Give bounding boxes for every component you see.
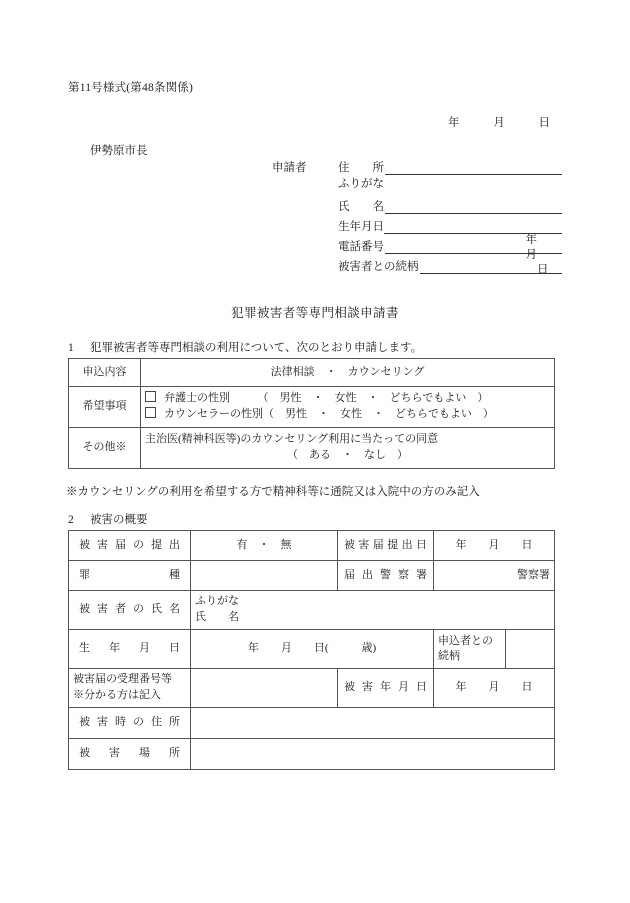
table-row <box>69 561 555 591</box>
victim-name-label: 氏 名 <box>195 611 239 623</box>
cell-address-at-time-label: 被害時の住所 <box>69 708 191 739</box>
section-2-number: 2 <box>68 514 74 526</box>
cell-preference-label: 希望事項 <box>69 387 141 428</box>
table-row <box>69 630 555 669</box>
name-label: 氏 名 <box>338 201 384 213</box>
table-row <box>69 708 555 739</box>
cell-receipt-number-label <box>69 669 191 708</box>
cell-victim-birth-value[interactable]: 年 月 日( 歳) <box>191 630 434 669</box>
cell-report-date-label: 被害届提出日 <box>338 531 434 561</box>
receipt-number-label-line2: ※分かる方は記入 <box>73 689 161 701</box>
table-row-application <box>69 359 555 387</box>
cell-preference-options <box>141 387 555 428</box>
cell-report-submitted-value[interactable]: 有 ・ 無 <box>191 531 338 561</box>
addressee: 伊勢原市長 <box>90 145 148 157</box>
cell-victim-birth-label: 生年月日 <box>69 630 191 669</box>
date-month-label: 月 <box>493 117 505 129</box>
cell-damage-place-value[interactable] <box>191 739 555 770</box>
other-consent-choice[interactable]: （ ある ・ なし ） <box>287 449 408 461</box>
cell-victim-name-value[interactable] <box>191 591 555 630</box>
victim-furigana-label: ふりがな <box>195 595 239 608</box>
table-row <box>69 669 555 708</box>
date-line <box>448 114 550 130</box>
phone-label: 電話番号 <box>338 241 384 253</box>
page-title: 犯罪被害者等専門相談申請書 <box>231 306 399 320</box>
cell-application-label: 申込内容 <box>69 359 141 387</box>
preference-option-2[interactable] <box>145 407 550 423</box>
table-row-other <box>69 428 555 469</box>
birth-label: 生年月日 <box>338 221 384 233</box>
address-label: 住 所 <box>338 162 384 174</box>
cell-damage-date-label: 被害年月日 <box>338 669 434 708</box>
cell-damage-place-label: 被害場所 <box>69 739 191 770</box>
cell-receipt-number-value[interactable] <box>191 669 338 708</box>
cell-applicant-relation-value[interactable] <box>506 630 555 669</box>
cell-report-submitted-label: 被害届の提出 <box>69 531 191 561</box>
name-input-line[interactable] <box>385 198 562 214</box>
furigana-label: ふりがな <box>338 178 384 190</box>
cell-address-at-time-value[interactable] <box>191 708 555 739</box>
section-1-number: 1 <box>68 342 74 354</box>
cell-victim-name-label: 被害者の氏名 <box>69 591 191 630</box>
table-row-preference <box>69 387 555 428</box>
applicant-address-row <box>272 155 562 175</box>
checkbox-lawyer-gender[interactable] <box>145 391 156 402</box>
applicant-tag: 申請者 <box>272 162 307 174</box>
birth-year-label: 年 <box>525 234 537 246</box>
section-1-text: 犯罪被害者等専門相談の利用について、次のとおり申請します。 <box>90 342 423 354</box>
section-1-note: ※カウンセリングの利用を希望する方で精神科等に通院又は入院中の方のみ記入 <box>66 486 480 498</box>
cell-crime-type-label: 罪種 <box>69 561 191 591</box>
section-2-text: 被害の概要 <box>90 514 148 526</box>
table-row <box>69 739 555 770</box>
cell-other-value <box>141 428 555 469</box>
preference-option-2-label: カウンセラーの性別（ 男性 ・ 女性 ・ どちらでもよい ） <box>164 408 494 420</box>
birth-input-line[interactable] <box>384 218 562 276</box>
section-1-heading <box>68 339 422 355</box>
preference-option-1-label: 弁護士の性別 （ 男性 ・ 女性 ・ どちらでもよい ） <box>164 392 489 405</box>
cell-other-label: その他※ <box>69 428 141 469</box>
relation-input-line[interactable] <box>420 258 563 274</box>
cell-police-station-value[interactable]: 警察署 <box>434 561 555 591</box>
applicant-block <box>272 155 562 274</box>
cell-applicant-relation-label: 申込者との続柄 <box>434 630 506 669</box>
form-code: 第11号様式(第48条関係) <box>68 82 194 94</box>
address-input-line[interactable] <box>385 159 562 175</box>
application-table <box>68 358 555 469</box>
table-row <box>69 591 555 630</box>
table-row <box>69 531 555 561</box>
relation-label: 被害者との続柄 <box>338 261 419 273</box>
cell-damage-date-value[interactable]: 年 月 日 <box>434 669 555 708</box>
damage-summary-table <box>68 530 555 770</box>
date-day-label: 日 <box>538 117 550 129</box>
checkbox-counselor-gender[interactable] <box>145 407 156 418</box>
birth-month-label: 月 <box>525 249 537 261</box>
receipt-number-label-line1: 被害届の受理番号等 <box>73 673 172 686</box>
applicant-name-row <box>338 194 562 214</box>
other-consent-text: 主治医(精神科医等)のカウンセリング利用に当たっての同意 <box>145 433 439 446</box>
preference-option-1[interactable] <box>145 391 550 407</box>
cell-crime-type-value[interactable] <box>191 561 338 591</box>
cell-police-station-label: 届出警察署 <box>338 561 434 591</box>
phone-input-line[interactable] <box>385 238 562 254</box>
date-year-label: 年 <box>448 117 460 129</box>
section-2-heading <box>68 511 148 527</box>
cell-application-value[interactable]: 法律相談 ・ カウンセリング <box>141 359 555 387</box>
birth-day-label: 日 <box>537 264 549 276</box>
cell-report-date-value[interactable]: 年 月 日 <box>434 531 555 561</box>
